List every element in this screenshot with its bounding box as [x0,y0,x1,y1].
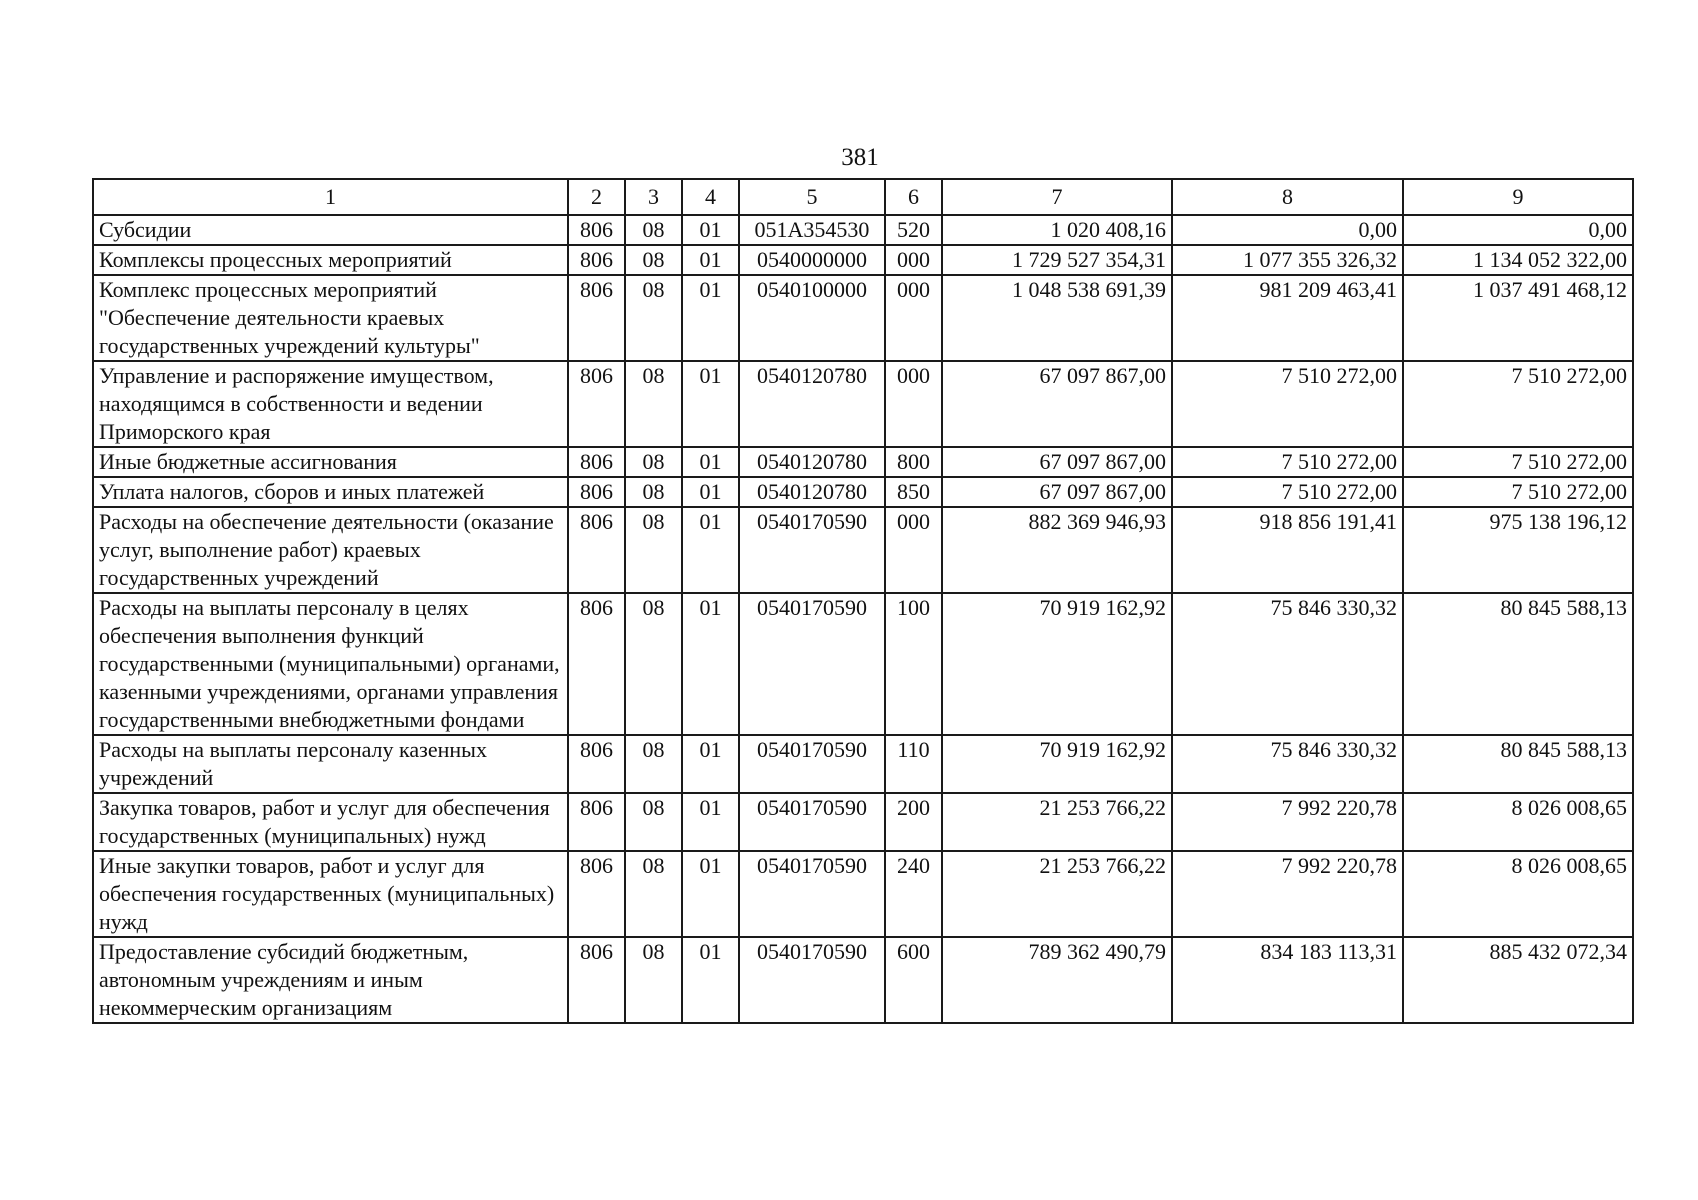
amount-col-9: 1 134 052 322,00 [1403,245,1633,275]
amount-col-9: 80 845 588,13 [1403,735,1633,793]
expense-name: Управление и распоряжение имуществом, находящимся в собственности и ведении Приморского края [93,361,568,447]
expense-type-code: 100 [885,593,942,735]
expense-type-code: 800 [885,447,942,477]
amount-col-8: 981 209 463,41 [1172,275,1403,361]
budget-table [92,178,1634,1024]
ministry-code: 806 [568,275,625,361]
amount-col-9: 1 037 491 468,12 [1403,275,1633,361]
header-col-7: 7 [942,179,1172,215]
subsection-code: 01 [682,215,739,245]
section-code: 08 [625,361,682,447]
expense-name: Иные закупки товаров, работ и услуг для обеспечения государственных (муниципальных) нужд [93,851,568,937]
expense-name: Расходы на выплаты персоналу в целях обеспечения выполнения функций государственными (муниципальными) органами, казенными учреждениями, органами управления государственными внебюджетными фондами [93,593,568,735]
amount-col-9: 7 510 272,00 [1403,477,1633,507]
page-number: 381 [841,144,879,171]
ministry-code: 806 [568,793,625,851]
subsection-code: 01 [682,275,739,361]
expense-name: Расходы на выплаты персоналу казенных учреждений [93,735,568,793]
section-code: 08 [625,593,682,735]
target-article-code: 0540120780 [739,447,885,477]
expense-name: Расходы на обеспечение деятельности (оказание услуг, выполнение работ) краевых государственных учреждений [93,507,568,593]
expense-type-code: 850 [885,477,942,507]
subsection-code: 01 [682,851,739,937]
subsection-code: 01 [682,507,739,593]
subsection-code: 01 [682,361,739,447]
ministry-code: 806 [568,593,625,735]
amount-col-8: 7 992 220,78 [1172,793,1403,851]
subsection-code: 01 [682,793,739,851]
ministry-code: 806 [568,735,625,793]
expense-name: Комплексы процессных мероприятий [93,245,568,275]
amount-col-7: 67 097 867,00 [942,447,1172,477]
subsection-code: 01 [682,593,739,735]
amount-col-7: 1 729 527 354,31 [942,245,1172,275]
expense-type-code: 000 [885,507,942,593]
section-code: 08 [625,793,682,851]
amount-col-8: 834 183 113,31 [1172,937,1403,1023]
amount-col-7: 67 097 867,00 [942,361,1172,447]
section-code: 08 [625,851,682,937]
header-col-3: 3 [625,179,682,215]
amount-col-8: 7 510 272,00 [1172,477,1403,507]
section-code: 08 [625,275,682,361]
table-row [93,735,1633,793]
header-col-4: 4 [682,179,739,215]
section-code: 08 [625,245,682,275]
amount-col-7: 1 048 538 691,39 [942,275,1172,361]
target-article-code: 0540170590 [739,593,885,735]
expense-type-code: 000 [885,245,942,275]
expense-type-code: 200 [885,793,942,851]
header-col-9: 9 [1403,179,1633,215]
ministry-code: 806 [568,851,625,937]
amount-col-8: 0,00 [1172,215,1403,245]
ministry-code: 806 [568,245,625,275]
amount-col-7: 70 919 162,92 [942,593,1172,735]
amount-col-9: 7 510 272,00 [1403,361,1633,447]
amount-col-7: 882 369 946,93 [942,507,1172,593]
expense-name: Иные бюджетные ассигнования [93,447,568,477]
expense-name: Предоставление субсидий бюджетным, автономным учреждениям и иным некоммерческим организациям [93,937,568,1023]
target-article-code: 051А354530 [739,215,885,245]
amount-col-7: 1 020 408,16 [942,215,1172,245]
target-article-code: 0540170590 [739,937,885,1023]
expense-type-code: 240 [885,851,942,937]
amount-col-9: 8 026 008,65 [1403,851,1633,937]
target-article-code: 0540170590 [739,507,885,593]
subsection-code: 01 [682,245,739,275]
target-article-code: 0540000000 [739,245,885,275]
target-article-code: 0540120780 [739,477,885,507]
amount-col-7: 67 097 867,00 [942,477,1172,507]
amount-col-8: 75 846 330,32 [1172,735,1403,793]
amount-col-8: 918 856 191,41 [1172,507,1403,593]
amount-col-7: 789 362 490,79 [942,937,1172,1023]
ministry-code: 806 [568,447,625,477]
target-article-code: 0540170590 [739,793,885,851]
table-row [93,215,1633,245]
subsection-code: 01 [682,447,739,477]
amount-col-8: 7 510 272,00 [1172,447,1403,477]
table-row [93,361,1633,447]
amount-col-7: 21 253 766,22 [942,851,1172,937]
table-row [93,793,1633,851]
ministry-code: 806 [568,215,625,245]
table-row [93,507,1633,593]
expense-name: Комплекс процессных мероприятий "Обеспечение деятельности краевых государственных учреждений культуры" [93,275,568,361]
target-article-code: 0540120780 [739,361,885,447]
section-code: 08 [625,477,682,507]
amount-col-7: 70 919 162,92 [942,735,1172,793]
amount-col-9: 0,00 [1403,215,1633,245]
ministry-code: 806 [568,361,625,447]
ministry-code: 806 [568,937,625,1023]
amount-col-8: 75 846 330,32 [1172,593,1403,735]
section-code: 08 [625,507,682,593]
amount-col-9: 885 432 072,34 [1403,937,1633,1023]
section-code: 08 [625,735,682,793]
amount-col-9: 975 138 196,12 [1403,507,1633,593]
table-row [93,447,1633,477]
section-code: 08 [625,215,682,245]
column-number-header-row [93,179,1633,215]
amount-col-9: 80 845 588,13 [1403,593,1633,735]
table-row [93,851,1633,937]
amount-col-8: 1 077 355 326,32 [1172,245,1403,275]
table-row [93,275,1633,361]
target-article-code: 0540100000 [739,275,885,361]
expense-name: Уплата налогов, сборов и иных платежей [93,477,568,507]
target-article-code: 0540170590 [739,735,885,793]
table-row [93,937,1633,1023]
table-row [93,245,1633,275]
header-col-5: 5 [739,179,885,215]
expense-type-code: 600 [885,937,942,1023]
subsection-code: 01 [682,937,739,1023]
header-col-6: 6 [885,179,942,215]
expense-type-code: 110 [885,735,942,793]
expense-type-code: 000 [885,275,942,361]
amount-col-9: 8 026 008,65 [1403,793,1633,851]
section-code: 08 [625,447,682,477]
amount-col-9: 7 510 272,00 [1403,447,1633,477]
expense-name: Субсидии [93,215,568,245]
expense-type-code: 520 [885,215,942,245]
section-code: 08 [625,937,682,1023]
subsection-code: 01 [682,735,739,793]
expense-name: Закупка товаров, работ и услуг для обеспечения государственных (муниципальных) нужд [93,793,568,851]
ministry-code: 806 [568,477,625,507]
expense-type-code: 000 [885,361,942,447]
amount-col-8: 7 992 220,78 [1172,851,1403,937]
header-col-1: 1 [93,179,568,215]
header-col-2: 2 [568,179,625,215]
target-article-code: 0540170590 [739,851,885,937]
subsection-code: 01 [682,477,739,507]
table-row [93,593,1633,735]
header-col-8: 8 [1172,179,1403,215]
table-row [93,477,1633,507]
amount-col-8: 7 510 272,00 [1172,361,1403,447]
amount-col-7: 21 253 766,22 [942,793,1172,851]
ministry-code: 806 [568,507,625,593]
